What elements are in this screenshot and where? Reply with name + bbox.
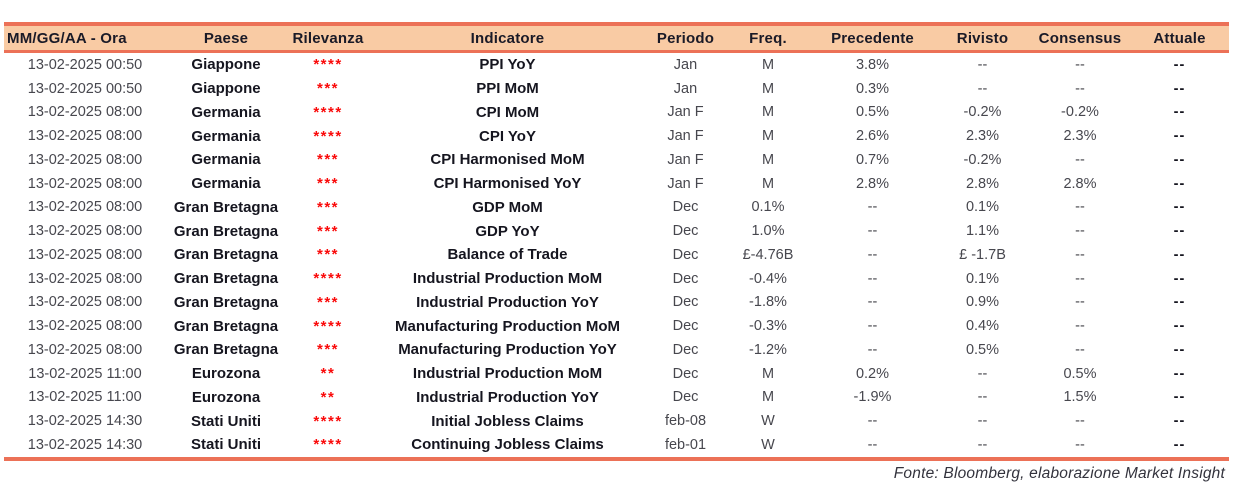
cell-previous: -1.9% <box>853 389 892 406</box>
cell-freq: M <box>761 80 775 97</box>
cell-actual: -- <box>1173 128 1186 145</box>
cell-country: Gran Bretagna <box>173 246 279 264</box>
table-row <box>4 172 1229 196</box>
cell-datetime: 13-02-2025 08:00 <box>27 270 143 287</box>
cell-period: Jan F <box>667 175 704 192</box>
cell-previous: -- <box>867 246 878 263</box>
column-header-actual: Attuale <box>1130 24 1229 52</box>
table-row <box>4 77 1229 101</box>
cell-period: Dec <box>672 199 699 216</box>
table-row <box>4 52 1229 77</box>
cell-relevance: *** <box>316 293 339 311</box>
cell-indicator: GDP MoM <box>472 198 543 216</box>
cell-actual: -- <box>1173 151 1186 168</box>
cell-country: Germania <box>191 127 261 145</box>
cell-actual: -- <box>1173 270 1186 287</box>
cell-freq: M <box>761 151 775 168</box>
cell-revised: 2.3% <box>965 128 1000 145</box>
column-header-consensus: Consensus <box>1030 24 1130 52</box>
column-header-freq: Freq. <box>726 24 810 52</box>
table-row <box>4 291 1229 315</box>
cell-relevance: *** <box>316 222 339 240</box>
cell-consensus: 1.5% <box>1063 389 1097 406</box>
cell-previous: -- <box>810 433 935 459</box>
cell-actual: -- <box>1173 294 1186 311</box>
cell-freq: M <box>761 175 775 192</box>
cell-relevance: *** <box>316 80 339 98</box>
cell-actual: -- <box>1173 199 1186 216</box>
cell-freq: -0.3% <box>749 318 787 335</box>
cell-consensus: -- <box>1075 318 1085 335</box>
cell-actual: -- <box>1173 80 1186 97</box>
cell-period: Jan <box>673 56 698 73</box>
cell-indicator: GDP YoY <box>475 222 540 240</box>
cell-period: feb-01 <box>645 433 726 459</box>
cell-consensus: 2.3% <box>1063 128 1097 145</box>
table-row <box>4 267 1229 291</box>
cell-revised: 0.4% <box>965 318 1000 335</box>
cell-period: Dec <box>672 294 699 311</box>
cell-previous: 0.2% <box>855 365 890 382</box>
cell-consensus: -- <box>1075 151 1085 168</box>
cell-country: Germania <box>191 151 261 169</box>
cell-freq: M <box>761 56 775 73</box>
cell-freq: M <box>761 389 775 406</box>
cell-indicator: CPI Harmonised MoM <box>430 151 585 169</box>
cell-revised: -- <box>977 413 988 430</box>
cell-country: Giappone <box>191 56 261 74</box>
cell-revised: 0.5% <box>965 341 1000 358</box>
cell-revised: -0.2% <box>963 104 1002 121</box>
cell-revised: -0.2% <box>963 151 1002 168</box>
cell-period: Jan F <box>667 128 704 145</box>
table-row <box>4 314 1229 338</box>
cell-indicator: PPI MoM <box>476 80 539 98</box>
cell-revised: -- <box>977 56 988 73</box>
cell-relevance: **** <box>286 433 370 459</box>
cell-datetime: 13-02-2025 08:00 <box>27 341 143 358</box>
cell-previous: 2.8% <box>855 175 890 192</box>
column-header-revised: Rivisto <box>935 24 1030 52</box>
table-row <box>4 362 1229 386</box>
cell-datetime: 13-02-2025 14:30 <box>27 413 143 430</box>
cell-period: Dec <box>672 389 699 406</box>
cell-actual: -- <box>1173 104 1186 121</box>
cell-revised: -- <box>977 389 988 406</box>
cell-freq: -0.4% <box>749 270 787 287</box>
cell-actual: -- <box>1173 246 1186 263</box>
cell-revised: 0.1% <box>965 270 1000 287</box>
cell-country: Eurozona <box>191 365 261 383</box>
cell-relevance: ** <box>320 388 336 406</box>
cell-freq: -1.2% <box>749 341 787 358</box>
cell-revised: 2.8% <box>965 175 1000 192</box>
cell-freq: W <box>761 413 775 430</box>
cell-freq: -1.8% <box>749 294 787 311</box>
cell-period: Jan <box>673 80 698 97</box>
cell-consensus: -- <box>1075 246 1085 263</box>
cell-consensus: -- <box>1075 199 1085 216</box>
cell-indicator: Industrial Production YoY <box>416 388 599 406</box>
cell-previous: -- <box>867 294 878 311</box>
cell-datetime: 13-02-2025 08:00 <box>27 104 143 121</box>
cell-revised: 0.9% <box>965 294 1000 311</box>
column-header-previous: Precedente <box>810 24 935 52</box>
cell-freq: £-4.76B <box>742 246 794 263</box>
column-header-indicator: Indicatore <box>370 24 645 52</box>
table-row <box>4 409 1229 433</box>
cell-freq: M <box>761 365 775 382</box>
economic-calendar-table <box>4 22 1229 461</box>
cell-country: Stati Uniti <box>166 433 286 459</box>
cell-consensus: -- <box>1075 341 1085 358</box>
cell-relevance: **** <box>313 317 343 335</box>
cell-consensus: -- <box>1075 413 1085 430</box>
cell-relevance: *** <box>316 151 339 169</box>
cell-actual: -- <box>1173 223 1186 240</box>
table-row <box>4 243 1229 267</box>
cell-datetime: 13-02-2025 00:50 <box>27 56 143 73</box>
cell-indicator: CPI MoM <box>475 103 540 121</box>
cell-actual: -- <box>1173 341 1186 358</box>
cell-relevance: *** <box>316 246 339 264</box>
table-body <box>4 52 1229 459</box>
cell-country: Gran Bretagna <box>173 198 279 216</box>
cell-indicator: CPI YoY <box>479 127 536 145</box>
cell-country: Giappone <box>191 80 261 98</box>
cell-datetime: 13-02-2025 08:00 <box>27 318 143 335</box>
cell-period: Dec <box>672 318 699 335</box>
cell-relevance: *** <box>316 198 339 216</box>
cell-datetime: 13-02-2025 00:50 <box>27 80 143 97</box>
cell-consensus: -- <box>1075 223 1085 240</box>
cell-previous: 0.7% <box>855 151 890 168</box>
cell-country: Gran Bretagna <box>173 317 279 335</box>
cell-country: Eurozona <box>191 388 261 406</box>
cell-freq: 0.1% <box>751 199 785 216</box>
cell-indicator: CPI Harmonised YoY <box>433 175 582 193</box>
cell-actual: -- <box>1173 175 1186 192</box>
cell-actual: -- <box>1173 413 1186 430</box>
cell-relevance: **** <box>313 412 343 430</box>
table-row <box>4 433 1229 459</box>
cell-period: Dec <box>672 365 699 382</box>
cell-actual: -- <box>1173 365 1186 382</box>
cell-relevance: *** <box>316 175 339 193</box>
cell-actual: -- <box>1173 318 1186 335</box>
column-header-relevance: Rilevanza <box>286 24 370 52</box>
cell-period: Dec <box>672 246 699 263</box>
cell-indicator: Balance of Trade <box>447 246 568 264</box>
column-header-period: Periodo <box>645 24 726 52</box>
cell-freq: 1.0% <box>751 223 785 240</box>
cell-previous: 2.6% <box>855 128 890 145</box>
cell-datetime: 13-02-2025 08:00 <box>27 151 143 168</box>
cell-consensus: -- <box>1030 433 1130 459</box>
cell-revised: 1.1% <box>965 223 1000 240</box>
cell-datetime: 13-02-2025 08:00 <box>27 294 143 311</box>
cell-actual: -- <box>1173 389 1186 406</box>
cell-indicator: Continuing Jobless Claims <box>370 433 645 459</box>
cell-consensus: -- <box>1075 270 1085 287</box>
cell-previous: 0.3% <box>855 80 890 97</box>
table-row <box>4 386 1229 410</box>
cell-indicator: Industrial Production MoM <box>412 365 603 383</box>
column-header-datetime: MM/GG/AA - Ora <box>4 24 166 52</box>
cell-indicator: Manufacturing Production MoM <box>395 317 620 335</box>
cell-previous: -- <box>867 270 878 287</box>
cell-consensus: -- <box>1075 80 1085 97</box>
cell-relevance: **** <box>313 103 343 121</box>
cell-previous: -- <box>867 199 878 216</box>
cell-previous: -- <box>867 341 878 358</box>
cell-previous: -- <box>867 318 878 335</box>
table-row <box>4 124 1229 148</box>
cell-previous: 0.5% <box>855 104 890 121</box>
cell-period: Dec <box>672 270 699 287</box>
cell-indicator: PPI YoY <box>479 56 536 74</box>
cell-revised: -- <box>977 80 988 97</box>
cell-previous: -- <box>867 413 878 430</box>
cell-freq: W <box>726 433 810 459</box>
cell-revised: -- <box>935 433 1030 459</box>
cell-freq: M <box>761 128 775 145</box>
cell-revised: 0.1% <box>965 199 1000 216</box>
cell-actual: -- <box>1130 433 1229 459</box>
cell-indicator: Industrial Production YoY <box>416 293 599 311</box>
cell-datetime: 13-02-2025 08:00 <box>27 175 143 192</box>
cell-relevance: **** <box>313 56 343 74</box>
cell-indicator: Manufacturing Production YoY <box>398 341 617 359</box>
cell-consensus: -0.2% <box>1061 104 1099 121</box>
cell-consensus: -- <box>1075 56 1085 73</box>
table-row <box>4 196 1229 220</box>
economic-calendar-page <box>0 22 1233 487</box>
cell-actual: -- <box>1173 56 1186 73</box>
cell-country: Germania <box>191 175 261 193</box>
cell-datetime: 13-02-2025 08:00 <box>27 246 143 263</box>
cell-indicator: Industrial Production MoM <box>412 270 603 288</box>
cell-period: Jan F <box>667 104 704 121</box>
cell-revised: £ -1.7B <box>959 246 1006 263</box>
source-note: Fonte: Bloomberg, elaborazione Market Insight <box>893 464 1225 482</box>
cell-relevance: *** <box>316 341 339 359</box>
table-row <box>4 101 1229 125</box>
cell-country: Gran Bretagna <box>173 222 279 240</box>
cell-datetime: 13-02-2025 08:00 <box>27 128 143 145</box>
cell-indicator: Initial Jobless Claims <box>431 412 584 430</box>
cell-previous: -- <box>867 223 878 240</box>
table-row <box>4 148 1229 172</box>
cell-country: Gran Bretagna <box>173 270 279 288</box>
cell-datetime: 13-02-2025 08:00 <box>27 223 143 240</box>
cell-consensus: 2.8% <box>1063 175 1097 192</box>
cell-period: feb-08 <box>664 413 707 430</box>
cell-previous: 3.8% <box>855 56 890 73</box>
cell-consensus: 0.5% <box>1063 365 1097 382</box>
cell-datetime: 13-02-2025 08:00 <box>27 199 143 216</box>
cell-period: Jan F <box>667 151 704 168</box>
cell-period: Dec <box>672 341 699 358</box>
header-row <box>4 24 1229 52</box>
table-row <box>4 219 1229 243</box>
cell-revised: -- <box>977 365 988 382</box>
cell-country: Gran Bretagna <box>173 293 279 311</box>
cell-country: Gran Bretagna <box>173 341 279 359</box>
cell-relevance: **** <box>313 127 343 145</box>
cell-freq: M <box>761 104 775 121</box>
cell-relevance: ** <box>320 365 336 383</box>
cell-country: Germania <box>191 103 261 121</box>
cell-datetime: 13-02-2025 14:30 <box>4 433 166 459</box>
cell-datetime: 13-02-2025 11:00 <box>28 365 142 382</box>
cell-consensus: -- <box>1075 294 1085 311</box>
column-header-country: Paese <box>166 24 286 52</box>
cell-datetime: 13-02-2025 11:00 <box>28 389 142 406</box>
cell-period: Dec <box>672 223 699 240</box>
cell-relevance: **** <box>313 270 343 288</box>
cell-country: Stati Uniti <box>191 412 261 430</box>
table-row <box>4 338 1229 362</box>
